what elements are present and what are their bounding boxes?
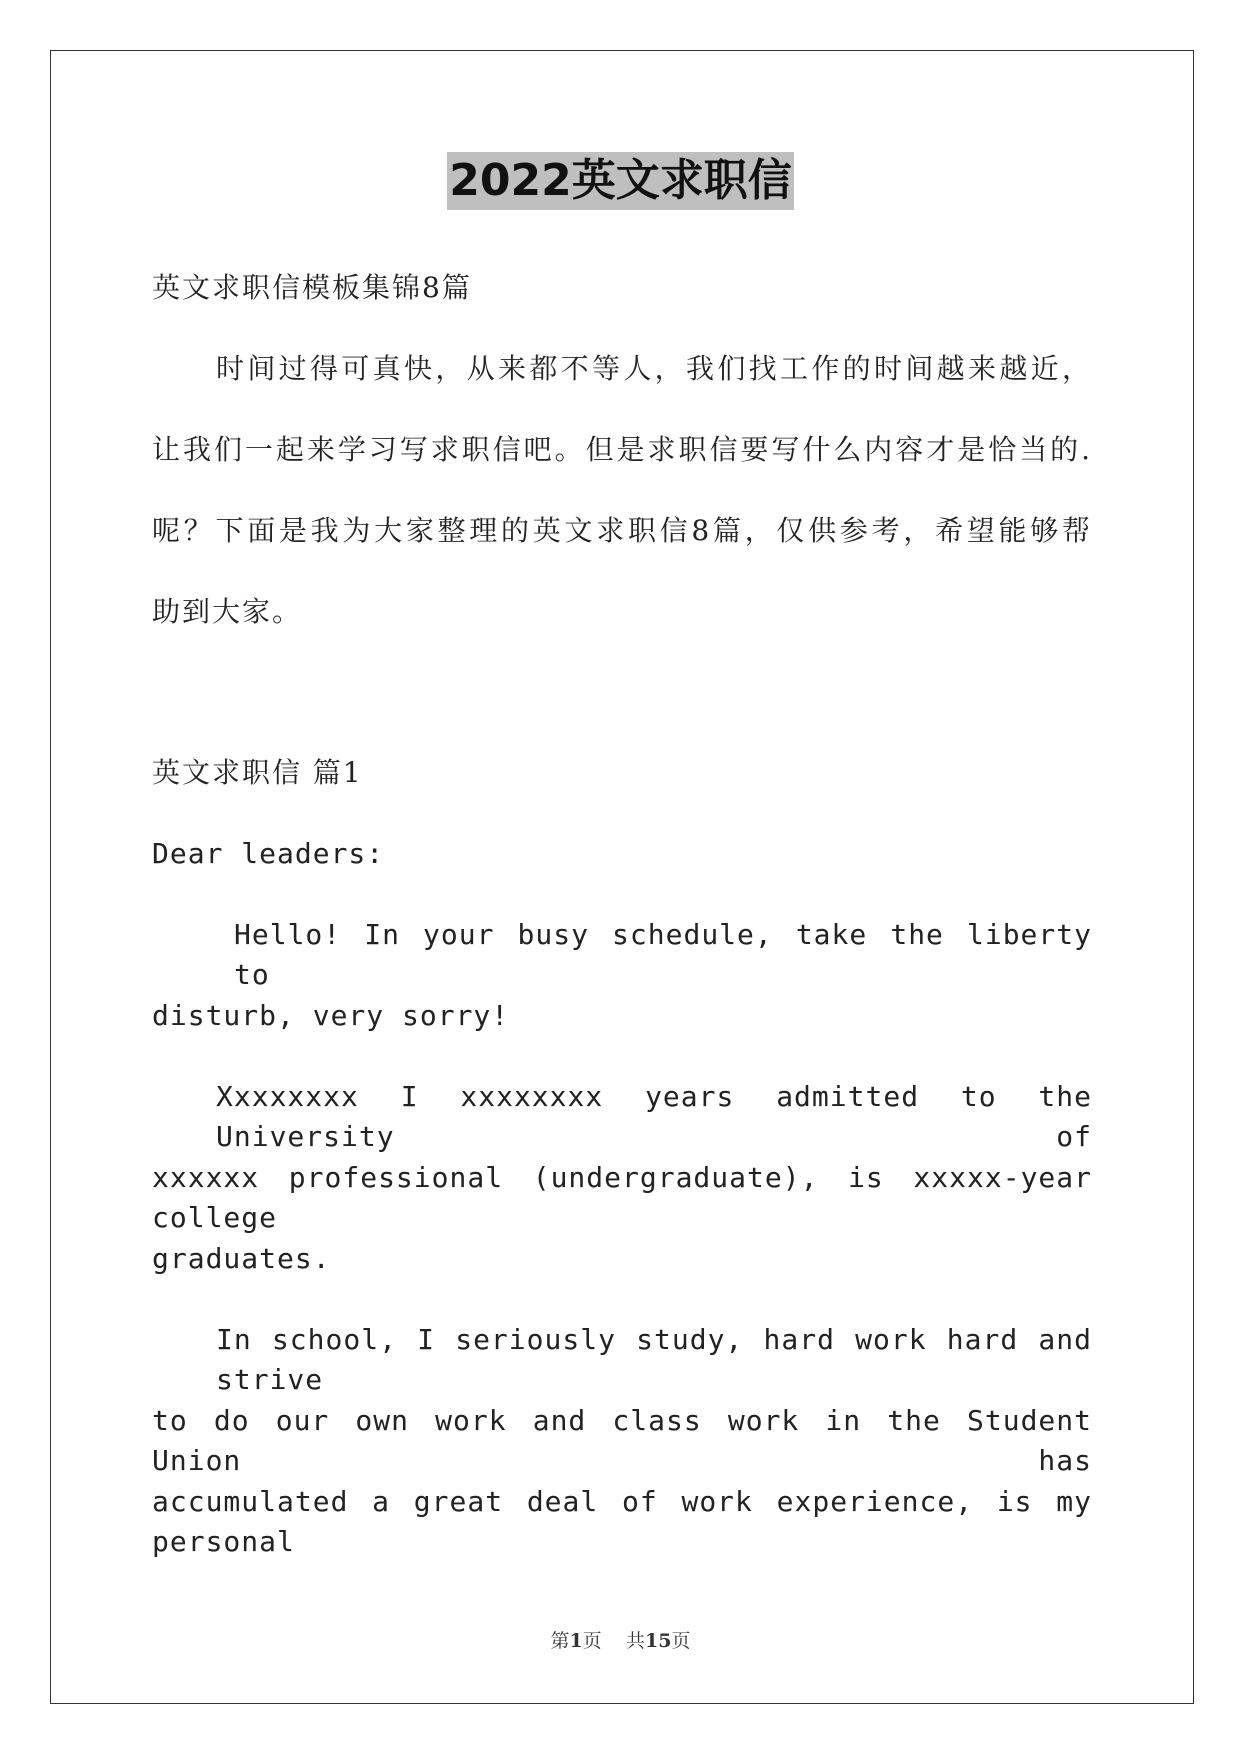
page-footer <box>0 1626 1241 1653</box>
letter-line-1-text: Hello! In your busy schedule, take the liberty to <box>234 918 1092 991</box>
letter-line-5: graduates. <box>152 1242 331 1275</box>
letter-line-1 <box>152 915 1092 991</box>
footer-total-suffix: 页 <box>671 1630 691 1652</box>
footer-page-prefix: 第 <box>550 1630 570 1652</box>
intro-line-1 <box>152 349 1092 389</box>
section-heading: 英文求职信 篇1 <box>152 756 363 789</box>
letter-line-6 <box>152 1320 1092 1396</box>
letter-line-7-text: to do our own work and class work in the Student Union has <box>152 1404 1092 1477</box>
title-wrapper <box>0 152 1241 210</box>
footer-total-prefix: 共 <box>625 1630 645 1652</box>
letter-line-7 <box>152 1401 1092 1477</box>
letter-line-8 <box>152 1482 1092 1558</box>
intro-line-3 <box>152 511 1092 551</box>
document-title: 2022英文求职信 <box>447 152 793 210</box>
footer-page-number: 1 <box>569 1630 583 1652</box>
intro-line-3-text: 呢？下面是我为大家整理的英文求职信8篇，仅供参考，希望能够帮 <box>152 514 1092 547</box>
intro-line-2-text: 让我们一起来学习写求职信吧。但是求职信要写什么内容才是恰当的. <box>152 433 1092 466</box>
letter-line-4-text: xxxxxx professional (undergraduate), is xxxxx-year college <box>152 1161 1092 1234</box>
letter-line-8-text: accumulated a great deal of work experience, is my personal <box>152 1485 1092 1558</box>
intro-line-1-text: 时间过得可真快，从来都不等人，我们找工作的时间越来越近， <box>216 352 1092 385</box>
intro-line-2 <box>152 430 1092 470</box>
letter-line-4 <box>152 1158 1092 1234</box>
document-subtitle: 英文求职信模板集锦8篇 <box>152 271 472 304</box>
letter-line-6-text: In school, I seriously study, hard work hard and strive <box>216 1323 1092 1396</box>
intro-line-4: 助到大家。 <box>152 595 303 628</box>
letter-line-3-text: Xxxxxxxx I xxxxxxxx years admitted to the University of <box>216 1080 1092 1153</box>
footer-total-pages: 15 <box>644 1630 672 1652</box>
letter-line-2: disturb, very sorry! <box>152 999 510 1032</box>
letter-salutation: Dear leaders: <box>152 837 385 870</box>
footer-page-suffix: 页 <box>582 1630 602 1652</box>
letter-line-3 <box>152 1077 1092 1153</box>
